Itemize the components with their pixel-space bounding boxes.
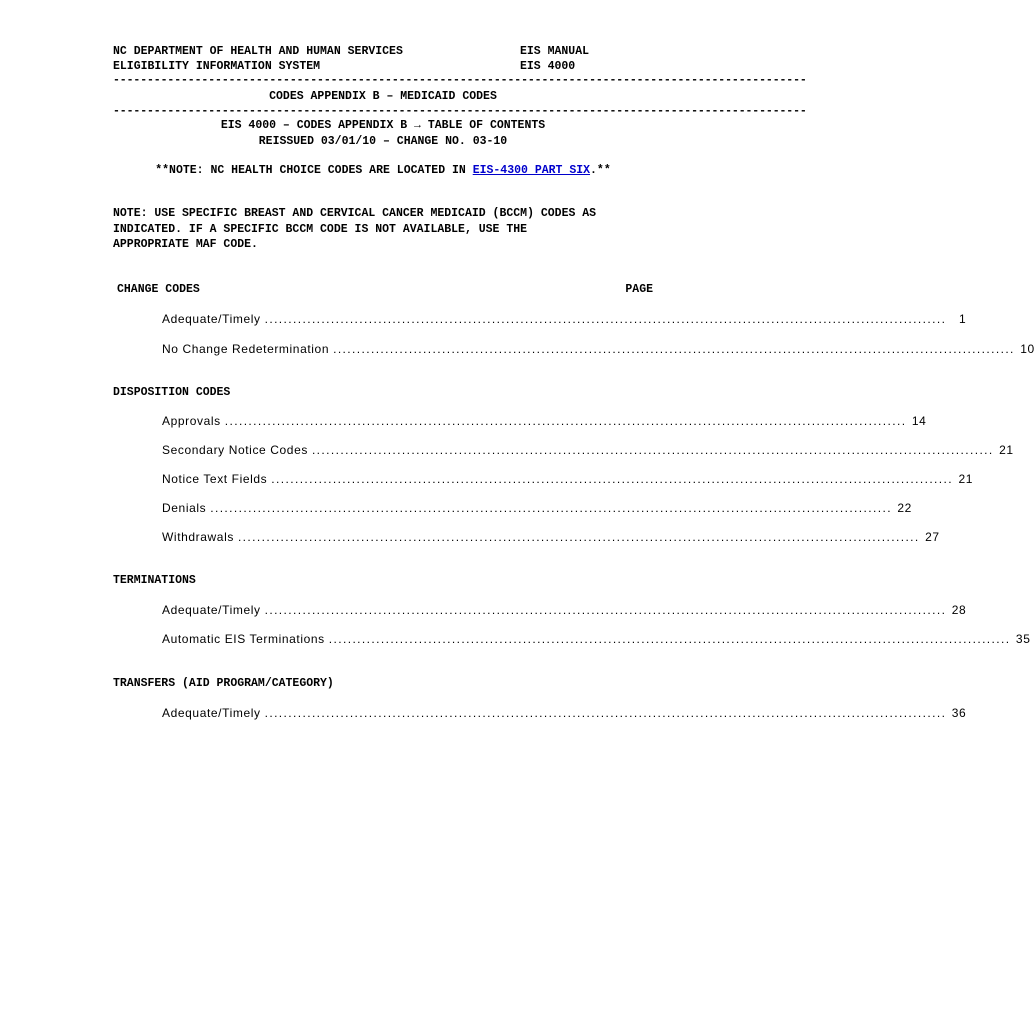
dot-leader xyxy=(329,632,1011,647)
dot-leader xyxy=(225,414,907,429)
bccm-note-line-2: INDICATED. IF A SPECIFIC BCCM CODE IS NOT AVAILABLE, USE THE xyxy=(113,222,528,236)
health-choice-note-suffix: .** xyxy=(590,164,611,177)
bccm-note xyxy=(113,206,653,253)
toc-entry-page: 35 xyxy=(1015,631,1031,646)
disposition-codes-list xyxy=(113,413,1014,545)
bccm-note-line-3: APPROPRIATE MAF CODE. xyxy=(113,238,258,251)
bccm-note-line-1: NOTE: USE SPECIFIC BREAST AND CERVICAL CANCER MEDICAID (BCCM) CODES AS xyxy=(113,207,597,220)
health-choice-note-prefix: **NOTE: NC HEALTH CHOICE CODES ARE LOCATED IN xyxy=(155,164,473,177)
header-row-1 xyxy=(113,44,653,59)
dot-leader xyxy=(265,312,947,327)
toc-entry-page: 14 xyxy=(911,413,927,428)
system-name: ELIGIBILITY INFORMATION SYSTEM xyxy=(113,60,321,73)
toc-entry-label: Approvals xyxy=(162,413,221,428)
toc-entry-page: 22 xyxy=(897,500,912,515)
transfers-heading: TRANSFERS (AID PROGRAM/CATEGORY) xyxy=(113,676,334,690)
toc-entry-page: 21 xyxy=(958,471,973,486)
divider-rule-2: ------------------------------------------------------------------------------------------------------ xyxy=(113,105,807,118)
toc-entry[interactable] xyxy=(113,442,1014,458)
department-name: NC DEPARTMENT OF HEALTH AND HUMAN SERVICES xyxy=(113,45,403,58)
toc-entry[interactable] xyxy=(113,311,967,327)
toc-entry-label: Withdrawals xyxy=(162,529,234,544)
dot-leader xyxy=(238,530,920,545)
change-codes-title: CHANGE CODES xyxy=(117,282,200,296)
transfers-list xyxy=(113,705,967,721)
toc-title: EIS 4000 – CODES APPENDIX B → TABLE OF CONTENTS xyxy=(220,119,546,132)
reissue-line: REISSUED 03/01/10 – CHANGE NO. 03-10 xyxy=(258,135,508,148)
manual-name: EIS MANUAL xyxy=(520,45,590,58)
toc-entry[interactable] xyxy=(113,705,967,721)
toc-entry[interactable] xyxy=(113,631,1031,647)
toc-entry-label: Denials xyxy=(162,500,207,515)
toc-entry[interactable] xyxy=(113,500,912,516)
dot-leader xyxy=(333,342,1015,357)
toc-entry[interactable] xyxy=(113,413,927,429)
header-row-2 xyxy=(113,59,653,74)
toc-entry-page: 21 xyxy=(999,442,1014,457)
manual-number: EIS 4000 xyxy=(520,60,576,73)
dot-leader xyxy=(312,443,994,458)
document-page xyxy=(113,44,1035,721)
dot-leader xyxy=(271,472,953,487)
toc-entry-page: 10 xyxy=(1020,341,1035,356)
toc-entry[interactable] xyxy=(113,529,940,545)
toc-entry-label: Secondary Notice Codes xyxy=(162,442,308,457)
toc-entry-page: 27 xyxy=(925,529,940,544)
health-choice-note xyxy=(113,163,653,179)
terminations-list xyxy=(113,602,1031,647)
toc-entry-label: Adequate/Timely xyxy=(162,311,261,326)
dot-leader xyxy=(265,706,947,721)
toc-entry-label: Adequate/Timely xyxy=(162,705,261,720)
page-column-heading: PAGE xyxy=(625,282,653,296)
toc-entry[interactable] xyxy=(113,471,973,487)
dot-leader xyxy=(210,501,892,516)
terminations-heading: TERMINATIONS xyxy=(113,573,196,587)
section-title: CODES APPENDIX B – MEDICAID CODES xyxy=(269,90,497,103)
toc-entry[interactable] xyxy=(113,341,1035,357)
change-codes-list xyxy=(113,311,1035,357)
eis-4300-part-six-link[interactable]: EIS-4300 PART SIX xyxy=(472,164,591,177)
change-codes-heading xyxy=(113,282,653,297)
toc-entry-label: Automatic EIS Terminations xyxy=(162,631,325,646)
divider-rule-1: ------------------------------------------------------------------------------------------------------ xyxy=(113,74,807,87)
toc-entry-page: 28 xyxy=(951,602,967,617)
toc-entry[interactable] xyxy=(113,602,967,618)
toc-entry-page: 1 xyxy=(959,311,967,326)
toc-entry-page: 36 xyxy=(951,705,967,720)
toc-entry-label: Adequate/Timely xyxy=(162,602,261,617)
dot-leader xyxy=(265,603,947,618)
disposition-codes-heading: DISPOSITION CODES xyxy=(113,385,231,399)
toc-entry-label: No Change Redetermination xyxy=(162,341,330,356)
toc-entry-label: Notice Text Fields xyxy=(162,471,268,486)
